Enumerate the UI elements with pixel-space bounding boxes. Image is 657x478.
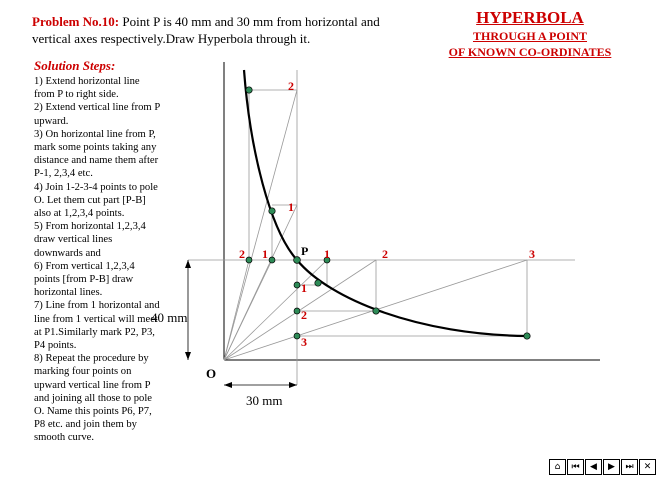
mark-h3-label: 3 [529, 247, 535, 261]
point-curve-3 [524, 333, 530, 339]
slide-navigation [549, 459, 657, 475]
step-4: 4) Join 1-2-3-4 points to pole O. Let them cut part [P-B] also at 1,2,3,4 points. [34, 181, 158, 220]
axes [224, 62, 600, 360]
arrow-down-icon [185, 352, 191, 360]
mark-h1-label: 1 [324, 247, 330, 261]
next-icon[interactable]: ▶ [603, 459, 620, 475]
step-3: 3) On horizontal line from P, mark some points taking any distance and name them after P-1, 2,3,4 etc. [34, 128, 159, 180]
home-icon[interactable]: ⌂ [549, 459, 566, 475]
step-8: 8) Repeat the procedure by marking four points on upward vertical line from P and joining all those to pole O. Name this points P6, P7, P8 etc. and join them by smooth curve. [34, 353, 152, 444]
origin-label: O [206, 366, 217, 381]
construction-rays [224, 90, 527, 360]
point-p [294, 257, 301, 264]
step-5: 5) From horizontal 1,2,3,4 draw vertical lines downwards and [34, 221, 146, 259]
mark-upper-1-label: 1 [288, 200, 294, 214]
exit-icon[interactable]: ✕ [639, 459, 656, 475]
step-1: 1) Extend horizontal line from P to right side. [34, 76, 140, 101]
mark-left-1-label: 1 [262, 247, 268, 261]
mark-h2-label: 2 [382, 247, 388, 261]
mark-v2-label: 2 [301, 308, 307, 322]
point-upper-1 [269, 208, 275, 214]
ray-l1 [224, 260, 272, 360]
dimension-30mm [224, 382, 297, 408]
hyperbola-curve [244, 70, 527, 336]
point-upper-2 [246, 87, 252, 93]
point-v3 [294, 333, 300, 339]
mark-v3-label: 3 [301, 335, 307, 349]
title-main: HYPERBOLA [476, 8, 584, 27]
problem-label: Problem No.10: [32, 14, 120, 29]
point-curve-1 [315, 280, 321, 286]
first-icon[interactable]: ⏮ [567, 459, 584, 475]
arrow-right-icon [289, 382, 297, 388]
steps-heading: Solution Steps: [34, 58, 116, 73]
point-p-label: P [301, 244, 309, 258]
step-7: 7) Line from 1 horizontal and line from 1 vertical will meet at P1.Similarly mark P2, P3, P4 points. [34, 300, 160, 352]
step-2: 2) Extend vertical line from P upward. [34, 102, 160, 127]
arrow-left-icon [224, 382, 232, 388]
point-curve-2 [373, 308, 379, 314]
last-icon[interactable]: ⏭ [621, 459, 638, 475]
point-v1 [294, 282, 300, 288]
title-sub-1: THROUGH A POINT [472, 29, 588, 43]
problem-text: Point P is 40 mm and 30 mm from horizontal and vertical axes respectively.Draw Hyperbola through it. [32, 14, 380, 46]
point-left-2 [246, 257, 252, 263]
mark-v1-label: 1 [301, 281, 307, 295]
mark-left-2-label: 2 [239, 247, 245, 261]
point-v2 [294, 308, 300, 314]
dim-40-label: 40 mm [151, 310, 188, 325]
reference-lines [188, 70, 575, 385]
ray-l2 [224, 260, 249, 360]
point-left-1 [269, 257, 275, 263]
mark-upper-2-label: 2 [288, 79, 294, 93]
title-sub-2: OF KNOWN CO-ORDINATES [448, 45, 612, 59]
dimension-40mm [151, 260, 191, 360]
prev-icon[interactable]: ◀ [585, 459, 602, 475]
arrow-up-icon [185, 260, 191, 268]
dim-30-label: 30 mm [246, 393, 283, 408]
step-6: 6) From vertical 1,2,3,4 points [from P-B] draw horizontal lines. [34, 260, 135, 299]
